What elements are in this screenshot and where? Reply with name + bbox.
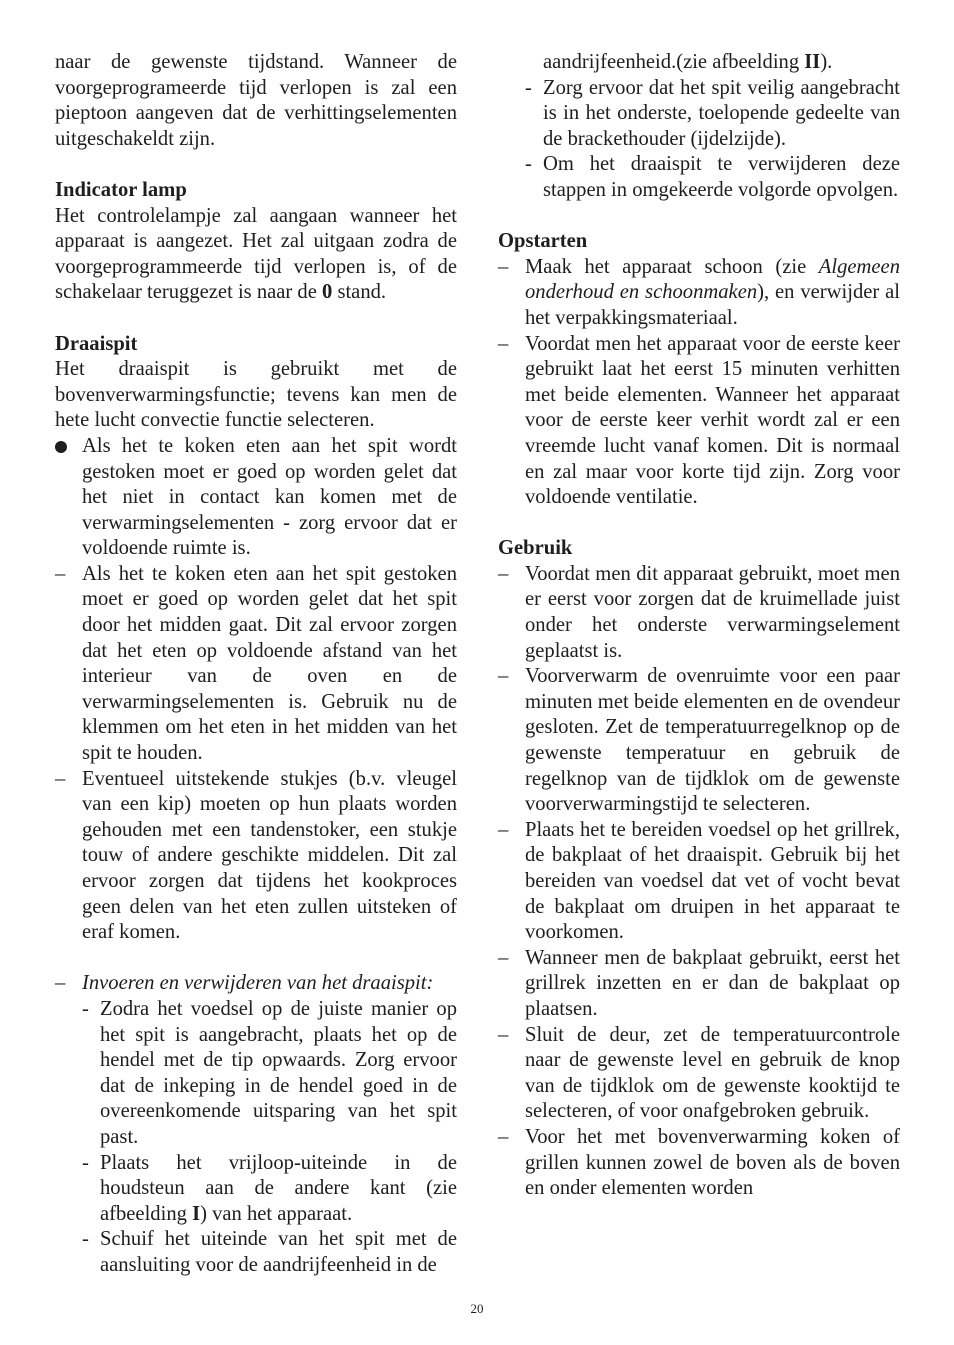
bullet-dot-icon: [55, 441, 67, 453]
heading-draaispit: Draaispit: [55, 332, 138, 355]
paragraph-timer-end: naar de gewenste tijdstand. Wanneer de voorgeprogrameerde tijd verlopen is zal een pieptoon aangeven dat de verhittingselementen uitgeschakeldt zijn.: [55, 51, 457, 150]
sub-item: - Schuif het uiteinde van het spit met de aansluiting voor de aandrijfeenheid in de: [82, 1228, 457, 1276]
heading-opstarten: Opstarten: [498, 230, 588, 253]
list-item-dash: – Wanneer men de bakplaat gebruikt, eerst het grillrek inzetten en er dan de bakplaat op plaatsen.: [498, 946, 900, 1020]
list-item-bullet: Als het te koken eten aan het spit wordt gestoken moet er goed op worden gelet dat het niet in contact kan komen met de verwarmingselementen - zorg ervoor dat er voldoende ruimte is.: [55, 434, 457, 562]
list-item-dash: – Plaats het te bereiden voedsel op het grillrek, de bakplaat of het draaispit. Gebruik bij het bereiden van voedsel dat vet of vocht bevat de bakplaat om druipen in het apparaat te voorkomen.: [498, 818, 900, 944]
right-column: [498, 50, 900, 1202]
sub-item: - Zodra het voedsel op de juiste manier op het spit is aangebracht, plaats het op de hendel met de tip opwaards. Zorg ervoor dat de inkeping in de hendel goed in de overeenkomende uitsparing van het spit past.: [82, 997, 457, 1148]
list-item-dash: – Voor het met bovenverwarming koken of grillen kunnen zowel de boven als de boven en onder elementen worden: [498, 1125, 900, 1200]
list-item-dash: – Voorverwarm de ovenruimte voor een paar minuten met beide elementen en de ovendeur gesloten. Zet de temperatuurregelknop op de gewenste temperatuur en gebruik de regelknop van de tijdklok om de gewenste voorverwarmingstijd te selecteren.: [498, 665, 900, 816]
sub-item: - Zorg ervoor dat het spit veilig aangebracht is in het onderste, toelopende gedeelte van de brackethouder (ijdelzijde).: [525, 76, 900, 150]
left-column: [55, 50, 457, 1279]
list-item-dash: – Voordat men dit apparaat gebruikt, moet men er eerst voor zorgen dat de kruimellade juist onder het onderste verwarmingselement geplaatst is.: [498, 562, 900, 662]
paragraph-indicator-lamp: Het controlelampje zal aangaan wanneer het apparaat is aangezet. Het zal uitgaan zodra de voorgeprogrammeerde tijd verlopen is, of de schakelaar teruggezet is naar de 0 stand.: [55, 204, 457, 304]
list-item-dash: – Voordat men het apparaat voor de eerste keer gebruikt laat het eerst 15 minuten verhitten met beide elementen. Wanneer het apparaat voor de eerste keer verhit wordt zal er een vreemde lucht vanaf komen. Dit is normaal en zal maar voor korte tijd zijn. Zorg voor voldoende ventilatie.: [498, 332, 900, 509]
list-item-dash: – Invoeren en verwijderen van het draaispit:: [55, 972, 434, 995]
sub-item: - Om het draaispit te verwijderen deze stappen in omgekeerde volgorde opvolgen.: [525, 153, 900, 201]
sub-item: - Plaats het vrijloop-uiteinde in de houdsteun aan de andere kant (zie afbeelding I) van het apparaat.: [82, 1151, 457, 1225]
sub-item-continuation: aandrijfeenheid.(zie afbeelding II).: [543, 51, 833, 73]
list-item-dash: – Maak het apparaat schoon (zie Algemeen onderhoud en schoonmaken), en verwijder al het verpakkingsmateriaal.: [498, 255, 900, 329]
page-number: 20: [470, 1301, 484, 1316]
heading-indicator-lamp: Indicator lamp: [55, 178, 187, 201]
list-item-dash: – Sluit de deur, zet de temperatuurcontrole naar de gewenste level en gebruik de knop van de tijdklok om de gewenste kooktijd te selecteren, of voor onafgebroken gebruik.: [498, 1023, 900, 1123]
heading-gebruik: Gebruik: [498, 537, 573, 560]
list-item-dash: – Eventueel uitstekende stukjes (b.v. vleugel van een kip) moeten op hun plaats worden gehouden met een tandenstoker, een stukje touw of andere geschikte middelen. Dit zal ervoor zorgen dat tijdens het kookproces geen delen van het eten zullen uitsteken of eraf komen.: [55, 767, 457, 944]
list-item-dash: – Als het te koken eten aan het spit gestoken moet er goed op worden gelet dat het spit door het midden gaat. Dit zal ervoor zorgen dat het eten op voldoende afstand van het interieur van de oven en de verwarmingselementen is. Gebruik nu de klemmen om het eten in het midden van het spit te houden.: [55, 562, 457, 765]
paragraph-draaispit-intro: Het draaispit is gebruikt met de bovenverwarmingsfunctie; tevens kan men de hete lucht convectie functie selecteren.: [55, 358, 457, 432]
